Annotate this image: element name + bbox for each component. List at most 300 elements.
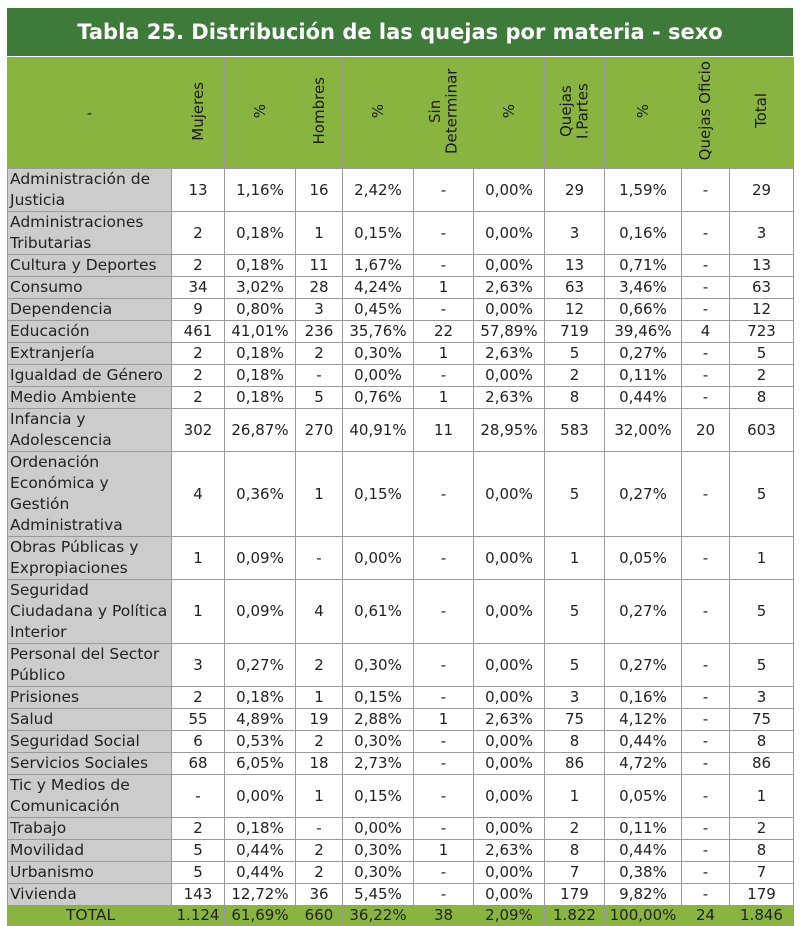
cell-mujeres: 9 <box>172 299 225 321</box>
cell-quejas-partes: 12 <box>545 299 605 321</box>
cell-quejas-partes: 5 <box>545 580 605 644</box>
cell-hombres: 1 <box>296 687 343 709</box>
table-row <box>8 169 794 212</box>
cell-sin-determinar-pct: 0,00% <box>474 365 545 387</box>
total-cell-hombres-pct: 36,22% <box>343 906 414 926</box>
cell-sin-determinar: - <box>414 862 474 884</box>
cell-sin-determinar: - <box>414 775 474 818</box>
cell-materia: Ordenación Económica y Gestión Administrativa <box>8 452 172 537</box>
cell-materia: Servicios Sociales <box>8 753 172 775</box>
cell-total: 8 <box>730 840 794 862</box>
cell-quejas-partes-pct: 4,12% <box>605 709 682 731</box>
cell-mujeres-pct: 0,09% <box>225 537 296 580</box>
cell-total: 29 <box>730 169 794 212</box>
cell-quejas-oficio: 20 <box>682 409 730 452</box>
cell-materia: Educación <box>8 321 172 343</box>
cell-sin-determinar: 22 <box>414 321 474 343</box>
cell-total: 8 <box>730 731 794 753</box>
table-row <box>8 580 794 644</box>
table-row <box>8 299 794 321</box>
table-row <box>8 862 794 884</box>
cell-hombres-pct: 4,24% <box>343 277 414 299</box>
cell-sin-determinar: 1 <box>414 840 474 862</box>
cell-quejas-partes-pct: 0,38% <box>605 862 682 884</box>
cell-materia: Medio Ambiente <box>8 387 172 409</box>
cell-quejas-partes: 3 <box>545 212 605 255</box>
cell-quejas-partes: 583 <box>545 409 605 452</box>
cell-hombres-pct: 0,15% <box>343 452 414 537</box>
cell-sin-determinar-pct: 2,63% <box>474 387 545 409</box>
cell-total: 8 <box>730 387 794 409</box>
cell-mujeres-pct: 0,18% <box>225 343 296 365</box>
table-row <box>8 365 794 387</box>
table-row <box>8 818 794 840</box>
cell-mujeres: 4 <box>172 452 225 537</box>
cell-quejas-oficio: - <box>682 862 730 884</box>
cell-sin-determinar-pct: 28,95% <box>474 409 545 452</box>
table-row <box>8 387 794 409</box>
cell-sin-determinar: - <box>414 255 474 277</box>
table-row <box>8 644 794 687</box>
table-row <box>8 731 794 753</box>
cell-mujeres-pct: 0,09% <box>225 580 296 644</box>
total-cell-quejas-partes-pct: 100,00% <box>605 906 682 926</box>
cell-quejas-oficio: - <box>682 212 730 255</box>
cell-total: 86 <box>730 753 794 775</box>
cell-hombres-pct: 2,88% <box>343 709 414 731</box>
cell-mujeres: 2 <box>172 365 225 387</box>
cell-sin-determinar: - <box>414 644 474 687</box>
cell-quejas-partes: 5 <box>545 343 605 365</box>
cell-hombres: 2 <box>296 644 343 687</box>
cell-total: 1 <box>730 775 794 818</box>
col-header-sin-determinar: Sin Determinar <box>414 58 474 169</box>
cell-hombres-pct: 0,45% <box>343 299 414 321</box>
cell-hombres: 2 <box>296 731 343 753</box>
cell-quejas-oficio: - <box>682 299 730 321</box>
cell-hombres-pct: 40,91% <box>343 409 414 452</box>
cell-mujeres: - <box>172 775 225 818</box>
cell-materia: Tic y Medios de Comunicación <box>8 775 172 818</box>
col-header-mujeres-pct: % <box>225 58 296 169</box>
cell-quejas-partes: 86 <box>545 753 605 775</box>
cell-total: 3 <box>730 687 794 709</box>
cell-quejas-oficio: - <box>682 731 730 753</box>
cell-quejas-partes-pct: 0,11% <box>605 818 682 840</box>
cell-mujeres-pct: 0,18% <box>225 255 296 277</box>
cell-materia: Seguridad Social <box>8 731 172 753</box>
cell-mujeres-pct: 3,02% <box>225 277 296 299</box>
cell-hombres: 18 <box>296 753 343 775</box>
cell-materia: Prisiones <box>8 687 172 709</box>
cell-sin-determinar: - <box>414 299 474 321</box>
cell-mujeres-pct: 0,18% <box>225 387 296 409</box>
cell-materia: Seguridad Ciudadana y Política Interior <box>8 580 172 644</box>
cell-hombres: 1 <box>296 212 343 255</box>
cell-hombres-pct: 2,73% <box>343 753 414 775</box>
table-title: Tabla 25. Distribución de las quejas por materia - sexo <box>7 8 793 56</box>
table-row <box>8 537 794 580</box>
cell-sin-determinar-pct: 2,63% <box>474 343 545 365</box>
cell-quejas-partes: 179 <box>545 884 605 906</box>
table-row <box>8 255 794 277</box>
cell-quejas-partes-pct: 0,11% <box>605 365 682 387</box>
total-cell-quejas-oficio: 24 <box>682 906 730 926</box>
cell-quejas-oficio: - <box>682 255 730 277</box>
cell-quejas-partes: 719 <box>545 321 605 343</box>
cell-total: 13 <box>730 255 794 277</box>
cell-sin-determinar-pct: 0,00% <box>474 884 545 906</box>
cell-quejas-partes: 29 <box>545 169 605 212</box>
cell-quejas-partes-pct: 0,44% <box>605 387 682 409</box>
cell-mujeres-pct: 0,18% <box>225 212 296 255</box>
cell-hombres: 4 <box>296 580 343 644</box>
total-cell-hombres: 660 <box>296 906 343 926</box>
cell-total: 723 <box>730 321 794 343</box>
cell-quejas-partes: 75 <box>545 709 605 731</box>
cell-mujeres: 68 <box>172 753 225 775</box>
cell-hombres: 11 <box>296 255 343 277</box>
table-row <box>8 753 794 775</box>
cell-mujeres-pct: 0,00% <box>225 775 296 818</box>
cell-mujeres: 143 <box>172 884 225 906</box>
cell-sin-determinar: - <box>414 169 474 212</box>
cell-sin-determinar-pct: 0,00% <box>474 299 545 321</box>
cell-mujeres-pct: 0,18% <box>225 818 296 840</box>
cell-hombres-pct: 2,42% <box>343 169 414 212</box>
cell-mujeres: 2 <box>172 387 225 409</box>
cell-total: 603 <box>730 409 794 452</box>
total-cell-quejas-partes: 1.822 <box>545 906 605 926</box>
cell-sin-determinar: - <box>414 537 474 580</box>
cell-sin-determinar-pct: 0,00% <box>474 580 545 644</box>
cell-hombres-pct: 0,15% <box>343 775 414 818</box>
cell-hombres: 2 <box>296 840 343 862</box>
cell-quejas-partes: 7 <box>545 862 605 884</box>
cell-sin-determinar-pct: 0,00% <box>474 687 545 709</box>
cell-quejas-partes: 8 <box>545 840 605 862</box>
cell-sin-determinar: 1 <box>414 277 474 299</box>
cell-hombres: 16 <box>296 169 343 212</box>
cell-mujeres: 5 <box>172 862 225 884</box>
cell-hombres: 1 <box>296 775 343 818</box>
cell-sin-determinar: - <box>414 818 474 840</box>
cell-hombres-pct: 0,30% <box>343 343 414 365</box>
cell-hombres: 270 <box>296 409 343 452</box>
cell-total: 5 <box>730 343 794 365</box>
cell-hombres-pct: 0,30% <box>343 840 414 862</box>
cell-sin-determinar-pct: 0,00% <box>474 775 545 818</box>
cell-mujeres-pct: 0,44% <box>225 840 296 862</box>
cell-materia: Cultura y Deportes <box>8 255 172 277</box>
cell-mujeres-pct: 4,89% <box>225 709 296 731</box>
cell-sin-determinar: - <box>414 212 474 255</box>
cell-quejas-partes-pct: 1,59% <box>605 169 682 212</box>
cell-sin-determinar: - <box>414 365 474 387</box>
cell-quejas-oficio: - <box>682 884 730 906</box>
cell-mujeres-pct: 0,18% <box>225 365 296 387</box>
cell-quejas-oficio: - <box>682 775 730 818</box>
cell-quejas-partes-pct: 0,44% <box>605 840 682 862</box>
cell-mujeres: 2 <box>172 687 225 709</box>
cell-hombres: 236 <box>296 321 343 343</box>
cell-mujeres-pct: 0,36% <box>225 452 296 537</box>
cell-total: 63 <box>730 277 794 299</box>
cell-total: 12 <box>730 299 794 321</box>
cell-sin-determinar-pct: 0,00% <box>474 537 545 580</box>
cell-sin-determinar-pct: 0,00% <box>474 452 545 537</box>
col-header-quejas-partes-pct: % <box>605 58 682 169</box>
table-row <box>8 409 794 452</box>
cell-sin-determinar: - <box>414 580 474 644</box>
table-row <box>8 277 794 299</box>
cell-hombres: 3 <box>296 299 343 321</box>
cell-sin-determinar-pct: 0,00% <box>474 818 545 840</box>
cell-sin-determinar: 1 <box>414 343 474 365</box>
cell-sin-determinar: - <box>414 753 474 775</box>
cell-materia: Salud <box>8 709 172 731</box>
table-row <box>8 840 794 862</box>
cell-quejas-oficio: - <box>682 687 730 709</box>
cell-quejas-oficio: - <box>682 277 730 299</box>
cell-quejas-partes: 2 <box>545 818 605 840</box>
cell-quejas-partes-pct: 0,44% <box>605 731 682 753</box>
cell-mujeres-pct: 26,87% <box>225 409 296 452</box>
cell-quejas-partes-pct: 0,27% <box>605 343 682 365</box>
cell-mujeres-pct: 0,27% <box>225 644 296 687</box>
cell-materia: Vivienda <box>8 884 172 906</box>
cell-hombres: 5 <box>296 387 343 409</box>
cell-quejas-partes-pct: 0,27% <box>605 644 682 687</box>
cell-quejas-partes-pct: 0,16% <box>605 687 682 709</box>
cell-quejas-partes: 8 <box>545 387 605 409</box>
col-header-hombres: Hombres <box>296 58 343 169</box>
cell-quejas-partes: 2 <box>545 365 605 387</box>
col-header-materia: - <box>8 58 172 169</box>
cell-quejas-oficio: - <box>682 343 730 365</box>
cell-quejas-oficio: - <box>682 709 730 731</box>
table-row <box>8 687 794 709</box>
cell-sin-determinar: 1 <box>414 709 474 731</box>
cell-mujeres: 461 <box>172 321 225 343</box>
cell-quejas-partes: 1 <box>545 537 605 580</box>
cell-hombres: 28 <box>296 277 343 299</box>
cell-quejas-partes-pct: 0,71% <box>605 255 682 277</box>
cell-mujeres: 13 <box>172 169 225 212</box>
cell-quejas-oficio: - <box>682 537 730 580</box>
cell-hombres: - <box>296 365 343 387</box>
cell-quejas-oficio: - <box>682 840 730 862</box>
total-cell-sin-determinar: 38 <box>414 906 474 926</box>
cell-materia: Consumo <box>8 277 172 299</box>
cell-total: 2 <box>730 818 794 840</box>
cell-hombres: - <box>296 818 343 840</box>
cell-quejas-partes: 1 <box>545 775 605 818</box>
cell-mujeres-pct: 6,05% <box>225 753 296 775</box>
cell-quejas-partes: 5 <box>545 644 605 687</box>
col-header-sin-determinar-pct: % <box>474 58 545 169</box>
cell-sin-determinar-pct: 0,00% <box>474 255 545 277</box>
cell-total: 179 <box>730 884 794 906</box>
col-header-mujeres: Mujeres <box>172 58 225 169</box>
cell-sin-determinar-pct: 2,63% <box>474 277 545 299</box>
cell-hombres-pct: 0,30% <box>343 731 414 753</box>
total-cell-sin-determinar-pct: 2,09% <box>474 906 545 926</box>
cell-mujeres: 55 <box>172 709 225 731</box>
cell-quejas-partes-pct: 39,46% <box>605 321 682 343</box>
cell-mujeres-pct: 0,53% <box>225 731 296 753</box>
cell-hombres: 36 <box>296 884 343 906</box>
cell-mujeres: 302 <box>172 409 225 452</box>
cell-total: 5 <box>730 452 794 537</box>
cell-mujeres: 5 <box>172 840 225 862</box>
cell-materia: Extranjería <box>8 343 172 365</box>
cell-sin-determinar-pct: 0,00% <box>474 862 545 884</box>
cell-sin-determinar: - <box>414 452 474 537</box>
cell-mujeres: 2 <box>172 343 225 365</box>
cell-hombres: 2 <box>296 343 343 365</box>
cell-materia: Trabajo <box>8 818 172 840</box>
cell-quejas-partes-pct: 4,72% <box>605 753 682 775</box>
cell-materia: Personal del Sector Público <box>8 644 172 687</box>
table-row <box>8 212 794 255</box>
cell-mujeres: 34 <box>172 277 225 299</box>
cell-hombres-pct: 0,15% <box>343 212 414 255</box>
cell-sin-determinar: - <box>414 884 474 906</box>
cell-quejas-partes-pct: 0,16% <box>605 212 682 255</box>
cell-quejas-partes: 63 <box>545 277 605 299</box>
total-cell-mujeres: 1.124 <box>172 906 225 926</box>
cell-mujeres-pct: 0,44% <box>225 862 296 884</box>
cell-mujeres-pct: 12,72% <box>225 884 296 906</box>
cell-quejas-partes-pct: 9,82% <box>605 884 682 906</box>
cell-mujeres-pct: 0,18% <box>225 687 296 709</box>
cell-hombres-pct: 5,45% <box>343 884 414 906</box>
total-cell-materia: TOTAL <box>8 906 172 926</box>
cell-sin-determinar: 1 <box>414 387 474 409</box>
cell-hombres-pct: 0,76% <box>343 387 414 409</box>
cell-total: 2 <box>730 365 794 387</box>
cell-sin-determinar-pct: 57,89% <box>474 321 545 343</box>
cell-materia: Movilidad <box>8 840 172 862</box>
cell-quejas-partes: 3 <box>545 687 605 709</box>
cell-hombres-pct: 0,15% <box>343 687 414 709</box>
cell-materia: Igualdad de Género <box>8 365 172 387</box>
cell-hombres-pct: 35,76% <box>343 321 414 343</box>
cell-hombres-pct: 0,30% <box>343 862 414 884</box>
cell-total: 5 <box>730 644 794 687</box>
cell-sin-determinar-pct: 0,00% <box>474 753 545 775</box>
cell-sin-determinar-pct: 0,00% <box>474 169 545 212</box>
cell-hombres-pct: 1,67% <box>343 255 414 277</box>
table-row <box>8 709 794 731</box>
col-header-quejas-partes: Quejas I.Partes <box>545 58 605 169</box>
cell-quejas-oficio: - <box>682 580 730 644</box>
cell-quejas-partes-pct: 32,00% <box>605 409 682 452</box>
table-row <box>8 884 794 906</box>
cell-total: 3 <box>730 212 794 255</box>
cell-sin-determinar: - <box>414 731 474 753</box>
cell-quejas-oficio: - <box>682 365 730 387</box>
cell-mujeres-pct: 0,80% <box>225 299 296 321</box>
table-body <box>8 169 794 926</box>
cell-materia: Dependencia <box>8 299 172 321</box>
table-row <box>8 775 794 818</box>
cell-mujeres: 6 <box>172 731 225 753</box>
cell-quejas-oficio: - <box>682 644 730 687</box>
cell-sin-determinar-pct: 0,00% <box>474 644 545 687</box>
cell-quejas-oficio: - <box>682 452 730 537</box>
table-row <box>8 343 794 365</box>
cell-quejas-partes-pct: 3,46% <box>605 277 682 299</box>
cell-sin-determinar-pct: 0,00% <box>474 731 545 753</box>
total-row <box>8 906 794 926</box>
cell-quejas-oficio: - <box>682 387 730 409</box>
cell-quejas-partes: 5 <box>545 452 605 537</box>
col-header-total: Total <box>730 58 794 169</box>
cell-materia: Administraciones Tributarias <box>8 212 172 255</box>
cell-quejas-partes-pct: 0,27% <box>605 580 682 644</box>
table-row <box>8 452 794 537</box>
cell-materia: Infancia y Adolescencia <box>8 409 172 452</box>
cell-sin-determinar-pct: 2,63% <box>474 709 545 731</box>
cell-mujeres: 3 <box>172 644 225 687</box>
cell-materia: Obras Públicas y Expropiaciones <box>8 537 172 580</box>
cell-sin-determinar: 11 <box>414 409 474 452</box>
cell-total: 1 <box>730 537 794 580</box>
cell-quejas-partes-pct: 0,66% <box>605 299 682 321</box>
cell-materia: Administración de Justicia <box>8 169 172 212</box>
cell-mujeres: 2 <box>172 255 225 277</box>
table-row <box>8 321 794 343</box>
cell-mujeres: 2 <box>172 818 225 840</box>
cell-hombres-pct: 0,61% <box>343 580 414 644</box>
cell-hombres-pct: 0,00% <box>343 365 414 387</box>
cell-quejas-partes: 13 <box>545 255 605 277</box>
cell-quejas-partes-pct: 0,05% <box>605 775 682 818</box>
header-row <box>8 58 794 169</box>
cell-mujeres: 1 <box>172 537 225 580</box>
cell-quejas-oficio: - <box>682 169 730 212</box>
complaints-table <box>7 57 794 926</box>
cell-hombres: 19 <box>296 709 343 731</box>
cell-total: 5 <box>730 580 794 644</box>
cell-quejas-oficio: - <box>682 753 730 775</box>
cell-hombres: 1 <box>296 452 343 537</box>
cell-mujeres: 2 <box>172 212 225 255</box>
col-header-quejas-oficio: Quejas Oficio <box>682 58 730 169</box>
cell-hombres-pct: 0,30% <box>343 644 414 687</box>
cell-sin-determinar: - <box>414 687 474 709</box>
total-cell-mujeres-pct: 61,69% <box>225 906 296 926</box>
cell-hombres: 2 <box>296 862 343 884</box>
cell-total: 75 <box>730 709 794 731</box>
cell-quejas-oficio: 4 <box>682 321 730 343</box>
cell-materia: Urbanismo <box>8 862 172 884</box>
cell-quejas-partes: 8 <box>545 731 605 753</box>
cell-quejas-partes-pct: 0,05% <box>605 537 682 580</box>
cell-mujeres-pct: 1,16% <box>225 169 296 212</box>
cell-total: 7 <box>730 862 794 884</box>
cell-quejas-oficio: - <box>682 818 730 840</box>
cell-mujeres: 1 <box>172 580 225 644</box>
cell-hombres: - <box>296 537 343 580</box>
cell-hombres-pct: 0,00% <box>343 818 414 840</box>
cell-hombres-pct: 0,00% <box>343 537 414 580</box>
cell-mujeres-pct: 41,01% <box>225 321 296 343</box>
cell-quejas-partes-pct: 0,27% <box>605 452 682 537</box>
total-cell-total: 1.846 <box>730 906 794 926</box>
